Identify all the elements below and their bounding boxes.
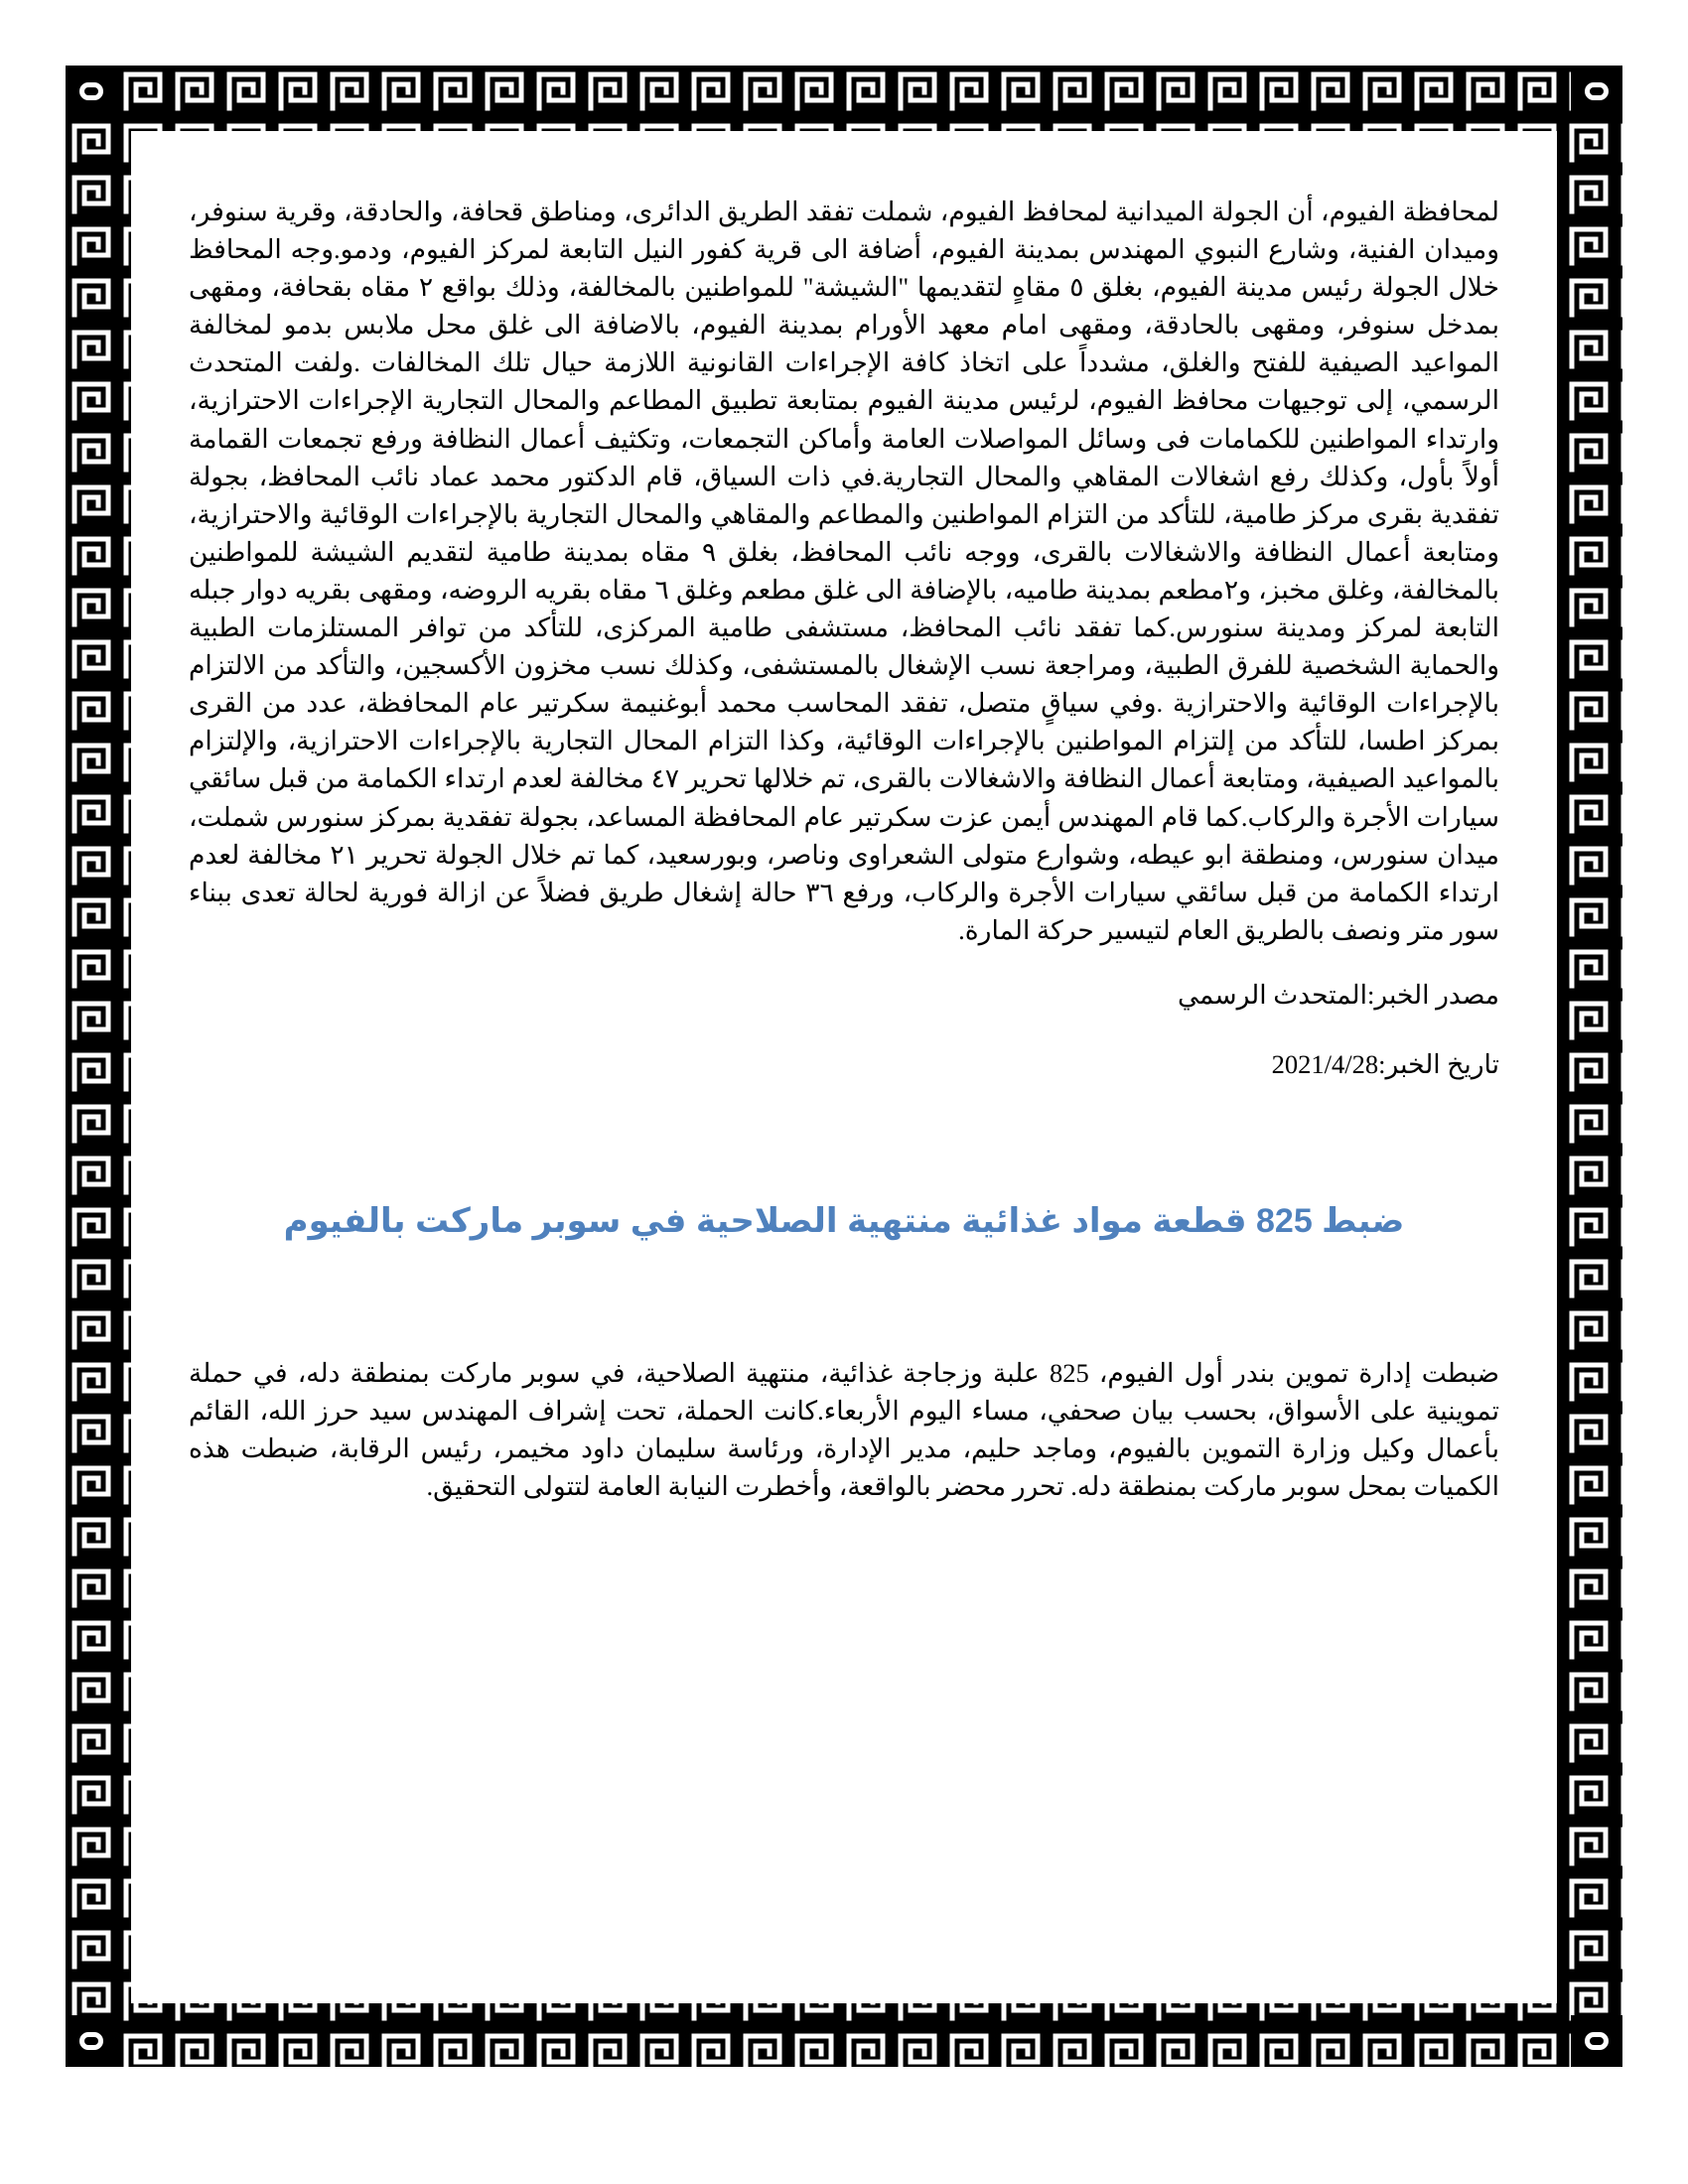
border-corner-ring-icon xyxy=(66,66,117,117)
article-paragraph: ضبطت إدارة تموين بندر أول الفيوم، 825 علبة وزجاجة غذائية، منتهية الصلاحية، في سوبر ماركت بمنطقة دله، في حملة تموينية على الأسواق، بحسب بيان صحفي، مساء اليوم الأربعاء.كانت الحملة، تحت إشراف المهندس سيد حرز الله، القائم بأعمال وكيل وزارة التموين بالفيوم، وماجد حليم، مدير الإدارة، ورئاسة سليمان داود مخيمر، رئيس الرقابة، ضبطت هذه الكميات بمحل سوبر ماركت بمنطقة دله. تحرر محضر بالواقعة، وأخطرت النيابة العامة لتتولى التحقيق. xyxy=(189,1357,1499,1502)
article-paragraph: لمحافظة الفيوم، أن الجولة الميدانية لمحافظ الفيوم، شملت تفقد الطريق الدائرى، ومناطق قحافة، والحادقة، وقرية سنوفر، وميدان الفنية، وشارع النبوي المهندس بمدينة الفيوم، أضافة الى قرية كفور النيل التابعة لمركز الفيوم، ودمو.وجه المحافظ خلال الجولة رئيس مدينة الفيوم، بغلق ٥ مقاهٍ لتقديمها "الشيشة" للمواطنين بالمخالفة، وذلك بواقع ٢ مقاه بقحافة، ومقهى بمدخل سنوفر، ومقهى بالحادقة، ومقهى امام معهد الأورام بمدينة الفيوم، بالاضافة الى غلق محل ملابس بدمو لمخالفة المواعيد الصيفية للفتح والغلق، مشدداً على اتخاذ كافة الإجراءات القانونية اللازمة حيال تلك المخالفات .ولفت المتحدث الرسمي، إلى توجيهات محافظ الفيوم، لرئيس مدينة الفيوم بمتابعة تطبيق المطاعم والمحال التجارية الإجراءات الاحترازية، وارتداء المواطنين للكمامات فى وسائل المواصلات العامة وأماكن التجمعات، وتكثيف أعمال النظافة ورفع تجمعات القمامة أولاً بأول، وكذلك رفع اشغالات المقاهي والمحال التجارية.في ذات السياق، قام الدكتور محمد عماد نائب المحافظ، بجولة تفقدية بقرى مركز طامية، للتأكد من التزام المواطنين والمطاعم والمقاهي والمحال التجارية بالإجراءات الوقائية والاحترازية، ومتابعة أعمال النظافة والاشغالات بالقرى، ووجه نائب المحافظ، بغلق ٩ مقاه بمدينة طامية لتقديم الشيشة للمواطنين بالمخالفة، وغلق مخبز، و٢مطعم بمدينة طاميه، بالإضافة الى غلق مطعم وغلق ٦ مقاه بقريه الروضه، ومقهى بقريه دوار جبله التابعة لمركز ومدينة سنورس.كما تفقد نائب المحافظ، مستشفى طامية المركزى، للتأكد من توافر المستلزمات الطبية والحماية الشخصية للفرق الطبية، ومراجعة نسب الإشغال بالمستشفى، وكذلك نسب مخزون الأكسجين، والتأكد من الالتزام بالإجراءات الوقائية والاحترازية .وفي سياقٍ متصل، تفقد المحاسب محمد أبوغنيمة سكرتير عام المحافظة، عدد من القرى بمركز اطسا، للتأكد من إلتزام المواطنين بالإجراءات الوقائية، وكذا التزام المحال التجارية بالإجراءات الاحترازية، والإلتزام بالمواعيد الصيفية، ومتابعة أعمال النظافة والاشغالات بالقرى، تم خلالها تحرير ٤٧ مخالفة لعدم ارتداء الكمامة من قبل سائقي سيارات الأجرة والركاب.كما قام المهندس أيمن عزت سكرتير عام المحافظة المساعد، بجولة تفقدية بمركز سنورس شملت، ميدان سنورس، ومنطقة ابو عيطه، وشوارع متولى الشعراوى وناصر، وبورسعيد، كما تم خلال الجولة تحرير ٢١ مخالفة لعدم ارتداء الكمامة من قبل سائقي سيارات الأجرة والركاب، ورفع ٣٦ حالة إشغال طريق فضلاً عن ازالة فورية لحالة تعدى ببناء سور متر ونصف بالطريق العام لتيسير حركة المارة. xyxy=(189,197,1500,945)
border-corner-ring-icon xyxy=(1571,66,1622,117)
page-body xyxy=(131,131,1557,2003)
border-corner-ring-icon xyxy=(1571,2015,1622,2067)
article-headline: ضبط 825 قطعة مواد غذائية منتهية الصلاحية في سوبر ماركت بالفيوم xyxy=(283,1201,1405,1240)
news-date: تاريخ الخبر:2021/4/28 xyxy=(1271,1048,1499,1079)
article-content xyxy=(189,193,1499,1505)
border-corner-ring-icon xyxy=(66,2015,117,2067)
news-source: مصدر الخبر:المتحدث الرسمي xyxy=(1177,979,1499,1010)
